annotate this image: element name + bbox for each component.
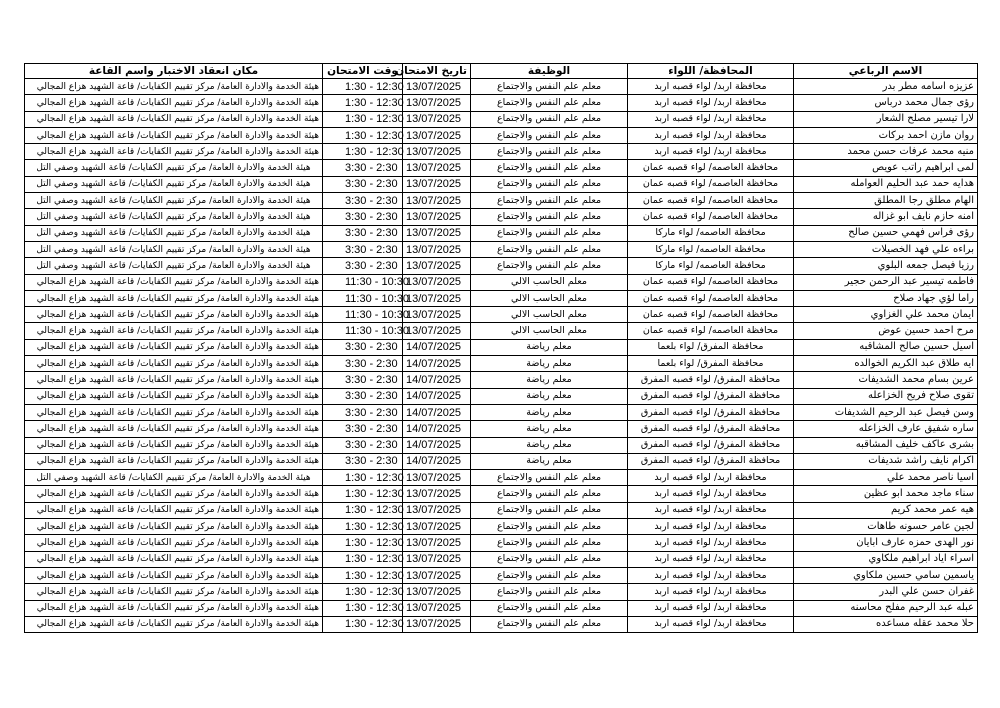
header-job: الوظيفة [471,64,628,79]
table-row [25,421,978,437]
cell-time: 3:30 - 2:30 [323,356,403,372]
cell-job: معلم علم النفس والاجتماع [471,144,628,160]
cell-job: معلم رياضة [471,404,628,420]
cell-time: 1:30 - 12:30 [323,519,403,535]
cell-job: معلم علم النفس والاجتماع [471,258,628,274]
cell-job: معلم علم النفس والاجتماع [471,79,628,95]
cell-time: 3:30 - 2:30 [323,225,403,241]
cell-time: 3:30 - 2:30 [323,209,403,225]
table-row [25,290,978,306]
cell-governorate: محافظة اربد/ لواء قصبه اربد [628,584,794,600]
table-row [25,160,978,176]
table-row [25,95,978,111]
cell-job: معلم علم النفس والاجتماع [471,470,628,486]
cell-date: 14/07/2025 [403,421,471,437]
cell-name: الهام مطلق رجا المطلق [794,193,978,209]
cell-name: وسن فيصل عبد الرحيم الشديفات [794,404,978,420]
cell-date: 13/07/2025 [403,323,471,339]
cell-name: روان مازن احمد بركات [794,127,978,143]
cell-job: معلم الحاسب الالي [471,290,628,306]
cell-governorate: محافظة العاصمه/ لواء قصبه عمان [628,209,794,225]
cell-place: هيئة الخدمة والادارة العامة/ مركز تقييم الكفايات/ قاعة الشهيد هزاع المجالي [25,388,323,404]
cell-name: اسيا ناصر محمد علي [794,470,978,486]
cell-place: هيئة الخدمة والادارة العامة/ مركز تقييم الكفايات/ قاعة الشهيد هزاع المجالي [25,584,323,600]
table-row [25,535,978,551]
cell-name: رؤى فراس فهمي حسين صالح [794,225,978,241]
cell-time: 1:30 - 12:30 [323,79,403,95]
cell-date: 13/07/2025 [403,290,471,306]
cell-name: رزيا فيصل جمعه البلوي [794,258,978,274]
cell-name: اسيل حسين صالح المشاقبه [794,339,978,355]
cell-time: 3:30 - 2:30 [323,388,403,404]
table-row [25,567,978,583]
table-header-row [25,64,978,79]
cell-governorate: محافظة اربد/ لواء قصبه اربد [628,79,794,95]
cell-place: هيئة الخدمة والادارة العامة/ مركز تقييم الكفايات/ قاعة الشهيد هزاع المجالي [25,519,323,535]
cell-place: هيئة الخدمة والادارة العامة/ مركز تقييم الكفايات/ قاعة الشهيد هزاع المجالي [25,616,323,632]
cell-job: معلم علم النفس والاجتماع [471,209,628,225]
cell-place: هيئة الخدمة والادارة العامة/ مركز تقييم الكفايات/ قاعة الشهيد وصفي التل [25,160,323,176]
cell-governorate: محافظة اربد/ لواء قصبه اربد [628,519,794,535]
cell-place: هيئة الخدمة والادارة العامة/ مركز تقييم الكفايات/ قاعة الشهيد هزاع المجالي [25,567,323,583]
cell-date: 13/07/2025 [403,307,471,323]
cell-governorate: محافظة المفرق/ لواء قصبه المفرق [628,388,794,404]
cell-job: معلم رياضة [471,421,628,437]
cell-date: 14/07/2025 [403,388,471,404]
cell-governorate: محافظة اربد/ لواء قصبه اربد [628,127,794,143]
table-row [25,241,978,257]
cell-date: 13/07/2025 [403,519,471,535]
cell-date: 14/07/2025 [403,404,471,420]
cell-date: 13/07/2025 [403,486,471,502]
cell-time: 3:30 - 2:30 [323,404,403,420]
cell-governorate: محافظة اربد/ لواء قصبه اربد [628,95,794,111]
cell-job: معلم علم النفس والاجتماع [471,241,628,257]
cell-governorate: محافظة المفرق/ لواء قصبه المفرق [628,453,794,469]
cell-governorate: محافظة العاصمه/ لواء قصبه عمان [628,307,794,323]
cell-time: 1:30 - 12:30 [323,470,403,486]
cell-governorate: محافظة العاصمه/ لواء قصبه عمان [628,176,794,192]
cell-job: معلم الحاسب الالي [471,323,628,339]
cell-name: امنه حازم نايف ابو غزاله [794,209,978,225]
cell-date: 13/07/2025 [403,160,471,176]
cell-time: 3:30 - 2:30 [323,437,403,453]
cell-time: 1:30 - 12:30 [323,600,403,616]
cell-date: 13/07/2025 [403,616,471,632]
cell-governorate: محافظة اربد/ لواء قصبه اربد [628,600,794,616]
header-governorate: المحافظة/ اللواء [628,64,794,79]
cell-job: معلم علم النفس والاجتماع [471,176,628,192]
table-row [25,111,978,127]
table-row [25,274,978,290]
cell-time: 3:30 - 2:30 [323,258,403,274]
cell-governorate: محافظة اربد/ لواء قصبه اربد [628,551,794,567]
cell-place: هيئة الخدمة والادارة العامة/ مركز تقييم الكفايات/ قاعة الشهيد هزاع المجالي [25,404,323,420]
cell-place: هيئة الخدمة والادارة العامة/ مركز تقييم الكفايات/ قاعة الشهيد وصفي التل [25,209,323,225]
table-row [25,470,978,486]
cell-time: 3:30 - 2:30 [323,453,403,469]
cell-governorate: محافظة اربد/ لواء قصبه اربد [628,535,794,551]
cell-date: 13/07/2025 [403,584,471,600]
header-date: تاريخ الامتحان [403,64,471,79]
cell-place: هيئة الخدمة والادارة العامة/ مركز تقييم الكفايات/ قاعة الشهيد وصفي التل [25,225,323,241]
cell-place: هيئة الخدمة والادارة العامة/ مركز تقييم الكفايات/ قاعة الشهيد وصفي التل [25,176,323,192]
table-row [25,258,978,274]
exam-schedule-sheet [24,63,977,633]
cell-job: معلم علم النفس والاجتماع [471,95,628,111]
cell-name: عبله عبد الرحيم مفلح محاسنه [794,600,978,616]
cell-time: 3:30 - 2:30 [323,339,403,355]
cell-job: معلم علم النفس والاجتماع [471,193,628,209]
cell-place: هيئة الخدمة والادارة العامة/ مركز تقييم الكفايات/ قاعة الشهيد وصفي التل [25,193,323,209]
table-row [25,356,978,372]
cell-date: 13/07/2025 [403,193,471,209]
table-row [25,144,978,160]
cell-governorate: محافظة العاصمه/ لواء قصبه عمان [628,323,794,339]
cell-place: هيئة الخدمة والادارة العامة/ مركز تقييم الكفايات/ قاعة الشهيد هزاع المجالي [25,421,323,437]
cell-time: 1:30 - 12:30 [323,567,403,583]
cell-time: 11:30 - 10:30 [323,307,403,323]
cell-date: 13/07/2025 [403,241,471,257]
cell-name: سناء ماجد محمد ابو عظين [794,486,978,502]
cell-name: فاطمه تيسير عبد الرحمن حجير [794,274,978,290]
cell-place: هيئة الخدمة والادارة العامة/ مركز تقييم الكفايات/ قاعة الشهيد هزاع المجالي [25,600,323,616]
cell-time: 3:30 - 2:30 [323,372,403,388]
cell-job: معلم علم النفس والاجتماع [471,160,628,176]
cell-governorate: محافظة اربد/ لواء قصبه اربد [628,144,794,160]
cell-date: 14/07/2025 [403,453,471,469]
cell-place: هيئة الخدمة والادارة العامة/ مركز تقييم الكفايات/ قاعة الشهيد وصفي التل [25,470,323,486]
cell-name: عزيزه اسامه مطر بدر [794,79,978,95]
cell-governorate: محافظة المفرق/ لواء قصبه المفرق [628,421,794,437]
cell-governorate: محافظة اربد/ لواء قصبه اربد [628,616,794,632]
cell-governorate: محافظة اربد/ لواء قصبه اربد [628,470,794,486]
cell-time: 11:30 - 10:30 [323,274,403,290]
header-place: مكان انعقاد الاختبار واسم القاعة [25,64,323,79]
cell-job: معلم رياضة [471,339,628,355]
cell-job: معلم رياضة [471,372,628,388]
cell-name: براءه علي فهد الخصيلات [794,241,978,257]
cell-name: ايه طلاق عبد الكريم الخوالده [794,356,978,372]
cell-job: معلم علم النفس والاجتماع [471,584,628,600]
cell-governorate: محافظة المفرق/ لواء بلعما [628,356,794,372]
header-time: وقت الامتحان [323,64,403,79]
cell-time: 1:30 - 12:30 [323,486,403,502]
cell-place: هيئة الخدمة والادارة العامة/ مركز تقييم الكفايات/ قاعة الشهيد هزاع المجالي [25,111,323,127]
cell-place: هيئة الخدمة والادارة العامة/ مركز تقييم الكفايات/ قاعة الشهيد هزاع المجالي [25,79,323,95]
cell-place: هيئة الخدمة والادارة العامة/ مركز تقييم الكفايات/ قاعة الشهيد هزاع المجالي [25,95,323,111]
cell-governorate: محافظة المفرق/ لواء قصبه المفرق [628,404,794,420]
cell-name: اكرام نايف راشد شديفات [794,453,978,469]
cell-job: معلم رياضة [471,437,628,453]
cell-date: 13/07/2025 [403,209,471,225]
table-row [25,551,978,567]
cell-job: معلم الحاسب الالي [471,307,628,323]
table-row [25,225,978,241]
cell-time: 3:30 - 2:30 [323,193,403,209]
cell-governorate: محافظة العاصمه/ لواء ماركا [628,241,794,257]
table-row [25,209,978,225]
cell-job: معلم علم النفس والاجتماع [471,551,628,567]
cell-name: عرين بسام محمد الشديفات [794,372,978,388]
cell-date: 13/07/2025 [403,95,471,111]
cell-name: لجين عامر حسونه طاهات [794,519,978,535]
cell-name: نور الهدى حمزه عارف ابايان [794,535,978,551]
table-row [25,339,978,355]
cell-governorate: محافظة اربد/ لواء قصبه اربد [628,486,794,502]
cell-date: 13/07/2025 [403,551,471,567]
cell-time: 1:30 - 12:30 [323,111,403,127]
cell-date: 13/07/2025 [403,258,471,274]
cell-time: 1:30 - 12:30 [323,551,403,567]
cell-name: رؤى جمال محمد درباس [794,95,978,111]
cell-name: لارا تيسير مصلح الشعار [794,111,978,127]
cell-job: معلم علم النفس والاجتماع [471,519,628,535]
cell-job: معلم علم النفس والاجتماع [471,616,628,632]
cell-governorate: محافظة العاصمه/ لواء ماركا [628,225,794,241]
cell-place: هيئة الخدمة والادارة العامة/ مركز تقييم الكفايات/ قاعة الشهيد هزاع المجالي [25,372,323,388]
cell-place: هيئة الخدمة والادارة العامة/ مركز تقييم الكفايات/ قاعة الشهيد هزاع المجالي [25,144,323,160]
cell-time: 3:30 - 2:30 [323,176,403,192]
table-row [25,323,978,339]
table-row [25,519,978,535]
table-row [25,584,978,600]
cell-governorate: محافظة المفرق/ لواء قصبه المفرق [628,372,794,388]
header-name: الاسم الرباعي [794,64,978,79]
table-row [25,127,978,143]
table-row [25,388,978,404]
table-row [25,193,978,209]
table-row [25,502,978,518]
cell-date: 13/07/2025 [403,111,471,127]
cell-date: 13/07/2025 [403,567,471,583]
cell-governorate: محافظة اربد/ لواء قصبه اربد [628,111,794,127]
cell-name: اسراء اياد ابراهيم ملكاوي [794,551,978,567]
cell-date: 13/07/2025 [403,600,471,616]
cell-place: هيئة الخدمة والادارة العامة/ مركز تقييم الكفايات/ قاعة الشهيد هزاع المجالي [25,453,323,469]
cell-place: هيئة الخدمة والادارة العامة/ مركز تقييم الكفايات/ قاعة الشهيد وصفي التل [25,258,323,274]
cell-place: هيئة الخدمة والادارة العامة/ مركز تقييم الكفايات/ قاعة الشهيد هزاع المجالي [25,274,323,290]
cell-name: لمى ابراهيم راتب عويص [794,160,978,176]
cell-place: هيئة الخدمة والادارة العامة/ مركز تقييم الكفايات/ قاعة الشهيد هزاع المجالي [25,323,323,339]
cell-place: هيئة الخدمة والادارة العامة/ مركز تقييم الكفايات/ قاعة الشهيد وصفي التل [25,241,323,257]
cell-time: 1:30 - 12:30 [323,616,403,632]
cell-name: مرح احمد حسين عوض [794,323,978,339]
cell-job: معلم علم النفس والاجتماع [471,535,628,551]
cell-place: هيئة الخدمة والادارة العامة/ مركز تقييم الكفايات/ قاعة الشهيد هزاع المجالي [25,356,323,372]
cell-name: ياسمين سامي حسين ملكاوي [794,567,978,583]
table-row [25,176,978,192]
table-row [25,616,978,632]
cell-place: هيئة الخدمة والادارة العامة/ مركز تقييم الكفايات/ قاعة الشهيد هزاع المجالي [25,535,323,551]
cell-governorate: محافظة اربد/ لواء قصبه اربد [628,567,794,583]
cell-date: 13/07/2025 [403,225,471,241]
cell-date: 13/07/2025 [403,176,471,192]
cell-name: ايمان محمد علي الغزاوي [794,307,978,323]
cell-governorate: محافظة المفرق/ لواء بلعما [628,339,794,355]
cell-name: راما لؤي جهاد صلاح [794,290,978,306]
table-row [25,437,978,453]
cell-name: بشرى عاكف خليف المشاقبه [794,437,978,453]
cell-place: هيئة الخدمة والادارة العامة/ مركز تقييم الكفايات/ قاعة الشهيد هزاع المجالي [25,290,323,306]
cell-job: معلم علم النفس والاجتماع [471,127,628,143]
cell-governorate: محافظة العاصمه/ لواء قصبه عمان [628,193,794,209]
cell-time: 1:30 - 12:30 [323,127,403,143]
cell-place: هيئة الخدمة والادارة العامة/ مركز تقييم الكفايات/ قاعة الشهيد هزاع المجالي [25,486,323,502]
cell-name: هيه عمر محمد كريم [794,502,978,518]
cell-time: 1:30 - 12:30 [323,502,403,518]
exam-schedule-table [24,63,978,633]
cell-name: هدايه حمد عبد الحليم العوامله [794,176,978,192]
cell-date: 14/07/2025 [403,372,471,388]
cell-governorate: محافظة العاصمه/ لواء ماركا [628,258,794,274]
table-row [25,486,978,502]
cell-job: معلم رياضة [471,356,628,372]
cell-time: 3:30 - 2:30 [323,421,403,437]
cell-name: ساره شفيق عارف الخزاعله [794,421,978,437]
cell-governorate: محافظة العاصمه/ لواء قصبه عمان [628,160,794,176]
cell-place: هيئة الخدمة والادارة العامة/ مركز تقييم الكفايات/ قاعة الشهيد هزاع المجالي [25,339,323,355]
cell-name: حلا محمد عقله مساعده [794,616,978,632]
table-row [25,79,978,95]
cell-job: معلم علم النفس والاجتماع [471,111,628,127]
cell-job: معلم علم النفس والاجتماع [471,502,628,518]
cell-time: 11:30 - 10:30 [323,323,403,339]
cell-job: معلم علم النفس والاجتماع [471,567,628,583]
cell-time: 1:30 - 12:30 [323,144,403,160]
cell-governorate: محافظة اربد/ لواء قصبه اربد [628,502,794,518]
cell-date: 13/07/2025 [403,535,471,551]
cell-time: 3:30 - 2:30 [323,160,403,176]
table-body [25,79,978,633]
cell-place: هيئة الخدمة والادارة العامة/ مركز تقييم الكفايات/ قاعة الشهيد هزاع المجالي [25,437,323,453]
cell-date: 13/07/2025 [403,144,471,160]
cell-place: هيئة الخدمة والادارة العامة/ مركز تقييم الكفايات/ قاعة الشهيد هزاع المجالي [25,502,323,518]
table-row [25,307,978,323]
table-row [25,600,978,616]
cell-time: 1:30 - 12:30 [323,535,403,551]
cell-job: معلم علم النفس والاجتماع [471,600,628,616]
table-row [25,453,978,469]
cell-time: 1:30 - 12:30 [323,584,403,600]
cell-name: منيه محمد عرفات حسن محمد [794,144,978,160]
cell-job: معلم علم النفس والاجتماع [471,486,628,502]
cell-job: معلم رياضة [471,453,628,469]
cell-place: هيئة الخدمة والادارة العامة/ مركز تقييم الكفايات/ قاعة الشهيد هزاع المجالي [25,551,323,567]
cell-governorate: محافظة العاصمه/ لواء قصبه عمان [628,274,794,290]
cell-name: تقوى صلاح فريح الخزاعله [794,388,978,404]
table-row [25,404,978,420]
table-row [25,372,978,388]
cell-place: هيئة الخدمة والادارة العامة/ مركز تقييم الكفايات/ قاعة الشهيد هزاع المجالي [25,127,323,143]
cell-time: 3:30 - 2:30 [323,241,403,257]
cell-date: 13/07/2025 [403,79,471,95]
cell-time: 1:30 - 12:30 [323,95,403,111]
cell-date: 14/07/2025 [403,437,471,453]
cell-time: 11:30 - 10:30 [323,290,403,306]
cell-place: هيئة الخدمة والادارة العامة/ مركز تقييم الكفايات/ قاعة الشهيد هزاع المجالي [25,307,323,323]
cell-job: معلم رياضة [471,388,628,404]
cell-date: 13/07/2025 [403,127,471,143]
cell-governorate: محافظة المفرق/ لواء قصبه المفرق [628,437,794,453]
cell-job: معلم علم النفس والاجتماع [471,225,628,241]
cell-name: غفران حسن علي البدر [794,584,978,600]
cell-date: 13/07/2025 [403,502,471,518]
cell-date: 13/07/2025 [403,470,471,486]
cell-date: 13/07/2025 [403,274,471,290]
cell-governorate: محافظة العاصمه/ لواء قصبه عمان [628,290,794,306]
cell-job: معلم الحاسب الالي [471,274,628,290]
cell-date: 14/07/2025 [403,339,471,355]
cell-date: 14/07/2025 [403,356,471,372]
